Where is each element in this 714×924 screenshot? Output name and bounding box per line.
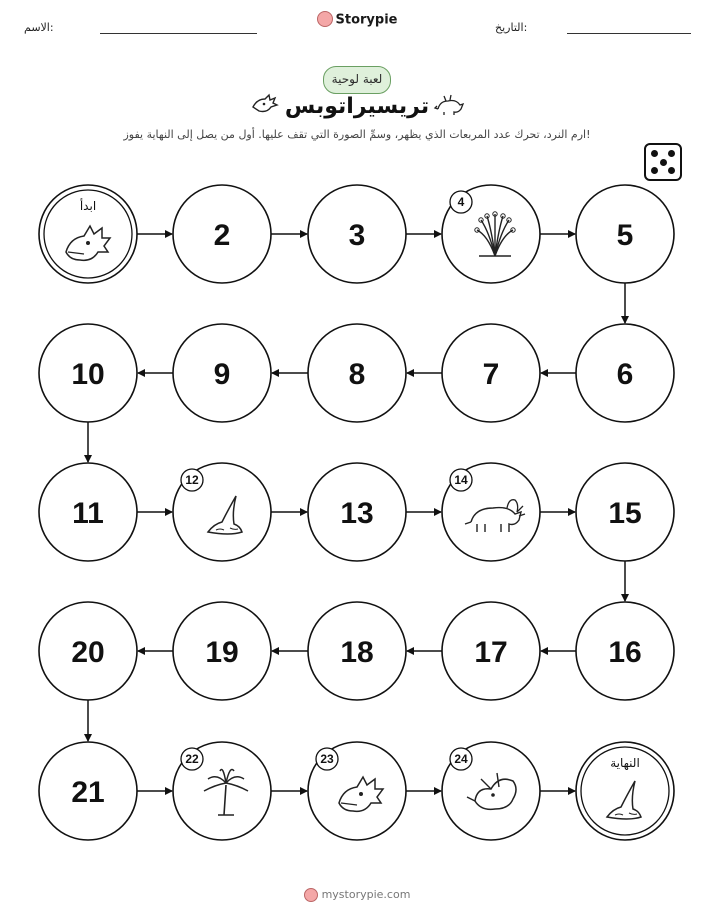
space-number: 23 — [320, 752, 334, 766]
space-number: 18 — [340, 636, 374, 669]
instructions: ارم النرد، تحرك عدد المربعات الذي يظهر، وسمِّ الصورة التي تقف عليها. أول من يصل إلى النهاية يفوز! — [123, 128, 591, 141]
space-number: 3 — [348, 219, 366, 252]
start-label: ابدأ — [79, 199, 97, 213]
brand-name: Storypie — [335, 12, 398, 28]
board-space[interactable] — [39, 602, 137, 700]
board-space[interactable] — [308, 742, 406, 840]
space-number: 6 — [616, 358, 634, 391]
board-space[interactable] — [576, 185, 674, 283]
board-space[interactable] — [576, 602, 674, 700]
board-space[interactable] — [308, 463, 406, 561]
space-number: 14 — [454, 473, 468, 487]
space-number: 4 — [457, 195, 465, 209]
space-number: 17 — [474, 636, 508, 669]
board-space[interactable] — [173, 602, 271, 700]
space-number: 20 — [71, 636, 105, 669]
space-number: 5 — [616, 219, 634, 252]
board-space[interactable] — [442, 324, 540, 422]
board-game-badge: لعبة لوحية — [323, 66, 391, 94]
start-space[interactable] — [39, 185, 137, 283]
board-space[interactable] — [173, 324, 271, 422]
board-space[interactable] — [442, 742, 540, 840]
board-space[interactable] — [173, 742, 271, 840]
space-number: 13 — [340, 497, 374, 530]
board-space[interactable] — [442, 463, 540, 561]
space-number: 21 — [71, 776, 105, 809]
space-number: 2 — [213, 219, 231, 252]
footer-url[interactable]: mystorypie.com — [321, 888, 411, 901]
space-number: 11 — [72, 497, 104, 530]
footer — [0, 888, 714, 902]
finish-space[interactable] — [576, 742, 674, 840]
board-space[interactable] — [308, 602, 406, 700]
board-space[interactable] — [576, 324, 674, 422]
space-number: 15 — [608, 497, 642, 530]
name-label: الاسم: — [24, 21, 54, 34]
space-number: 19 — [205, 636, 239, 669]
page-title: تريسيراتوبس — [284, 94, 430, 119]
end-label: النهاية — [610, 756, 640, 770]
space-number: 24 — [454, 752, 468, 766]
space-number: 8 — [348, 358, 366, 391]
board-space[interactable] — [173, 463, 271, 561]
space-number: 7 — [482, 358, 500, 391]
board-space[interactable] — [576, 463, 674, 561]
space-number: 12 — [185, 473, 199, 487]
board-space[interactable] — [442, 185, 540, 283]
board-space[interactable] — [308, 324, 406, 422]
space-number: 10 — [71, 358, 105, 391]
space-number: 9 — [213, 358, 231, 391]
storypie-footer-logo-icon — [304, 888, 318, 902]
board-space[interactable] — [39, 324, 137, 422]
board-space[interactable] — [308, 185, 406, 283]
space-number: 16 — [608, 636, 642, 669]
board-space[interactable] — [39, 463, 137, 561]
board-space[interactable] — [173, 185, 271, 283]
space-number: 22 — [185, 752, 199, 766]
board-space[interactable] — [442, 602, 540, 700]
date-label: التاريخ: — [495, 21, 528, 34]
board-space[interactable] — [39, 742, 137, 840]
